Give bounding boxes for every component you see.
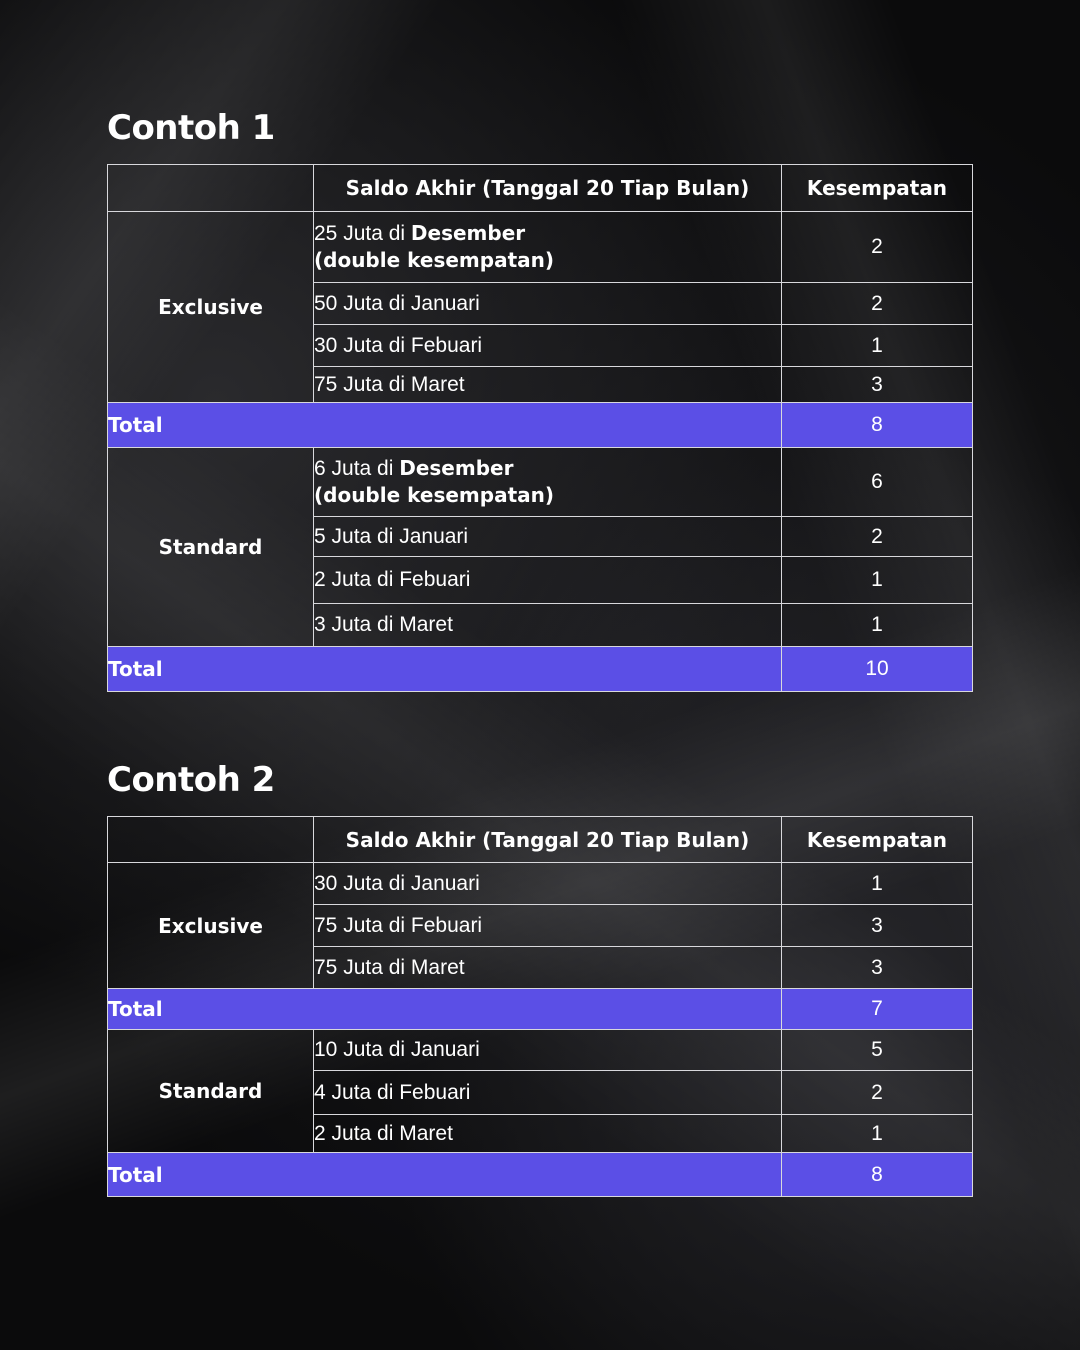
saldo-note-bold: (double kesempatan): [314, 248, 555, 272]
kesempatan-cell: 3: [782, 947, 973, 989]
table-row: [108, 212, 973, 283]
balance-table: [107, 164, 973, 692]
kesempatan-cell: 2: [782, 283, 973, 325]
total-row: [108, 647, 973, 692]
saldo-amount: 6 Juta di: [314, 457, 400, 480]
header-kesempatan-cell: Kesempatan: [782, 817, 973, 863]
header-saldo-cell: Saldo Akhir (Tanggal 20 Tiap Bulan): [314, 817, 782, 863]
kesempatan-cell: 1: [782, 1115, 973, 1153]
balance-table: [107, 816, 973, 1197]
total-label: Total: [108, 647, 782, 692]
saldo-cell: [314, 448, 782, 517]
total-value: 10: [782, 647, 973, 692]
saldo-month-bold: Desember: [399, 456, 514, 480]
saldo-cell: 5 Juta di Januari: [314, 517, 782, 557]
kesempatan-cell: 5: [782, 1030, 973, 1071]
total-row: [108, 989, 973, 1030]
total-label: Total: [108, 403, 782, 448]
saldo-amount: 25 Juta di: [314, 222, 411, 245]
total-label: Total: [108, 989, 782, 1030]
tier-label: Exclusive: [108, 212, 314, 403]
total-row: [108, 403, 973, 448]
saldo-cell: 50 Juta di Januari: [314, 283, 782, 325]
saldo-cell: 75 Juta di Maret: [314, 367, 782, 403]
saldo-month-bold: Desember: [410, 221, 526, 245]
total-row: [108, 1153, 973, 1197]
section-title: Contoh 1: [107, 108, 275, 148]
saldo-cell: 30 Juta di Febuari: [314, 325, 782, 367]
total-value: 8: [782, 1153, 973, 1197]
table-row: [108, 448, 973, 517]
table-header-row: [108, 817, 973, 863]
table-row: [108, 1030, 973, 1071]
kesempatan-cell: 1: [782, 863, 973, 905]
section-title: Contoh 2: [107, 760, 275, 800]
header-tier-cell: [108, 165, 314, 212]
tier-label: Exclusive: [108, 863, 314, 989]
saldo-cell: [314, 212, 782, 283]
saldo-cell: 2 Juta di Maret: [314, 1115, 782, 1153]
table-row: [108, 863, 973, 905]
total-value: 7: [782, 989, 973, 1030]
tier-label: Standard: [108, 1030, 314, 1153]
total-value: 8: [782, 403, 973, 448]
tier-label: Standard: [108, 448, 314, 647]
kesempatan-cell: 1: [782, 325, 973, 367]
kesempatan-cell: 2: [782, 212, 973, 283]
saldo-cell: 30 Juta di Januari: [314, 863, 782, 905]
saldo-cell: 75 Juta di Febuari: [314, 905, 782, 947]
header-tier-cell: [108, 817, 314, 863]
total-label: Total: [108, 1153, 782, 1197]
header-kesempatan-cell: Kesempatan: [782, 165, 973, 212]
saldo-cell: 4 Juta di Febuari: [314, 1071, 782, 1115]
kesempatan-cell: 2: [782, 517, 973, 557]
kesempatan-cell: 1: [782, 557, 973, 604]
saldo-cell: 2 Juta di Febuari: [314, 557, 782, 604]
header-saldo-cell: Saldo Akhir (Tanggal 20 Tiap Bulan): [314, 165, 782, 212]
saldo-cell: 75 Juta di Maret: [314, 947, 782, 989]
kesempatan-cell: 3: [782, 367, 973, 403]
table-header-row: [108, 165, 973, 212]
saldo-cell: 10 Juta di Januari: [314, 1030, 782, 1071]
kesempatan-cell: 3: [782, 905, 973, 947]
saldo-note-bold: (double kesempatan): [314, 483, 555, 507]
kesempatan-cell: 2: [782, 1071, 973, 1115]
example-2-section: [107, 758, 972, 1197]
kesempatan-cell: 1: [782, 604, 973, 647]
saldo-cell: 3 Juta di Maret: [314, 604, 782, 647]
kesempatan-cell: 6: [782, 448, 973, 517]
example-1-section: [107, 106, 972, 692]
